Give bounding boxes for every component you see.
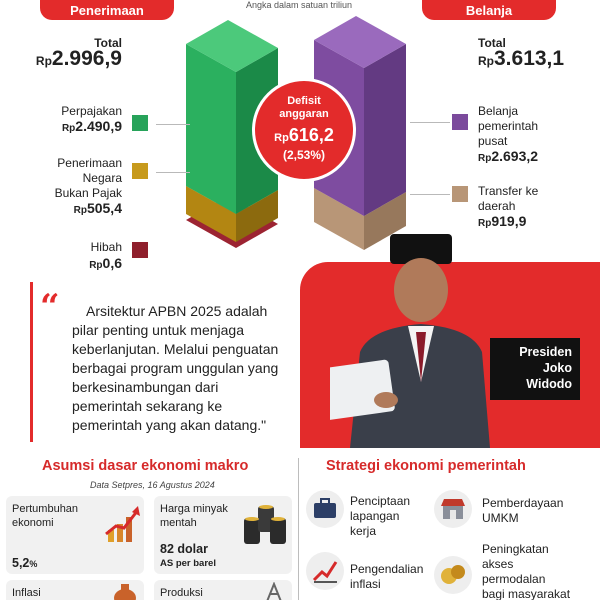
pnbp-value: Rp505,4 xyxy=(73,200,122,216)
perpajakan-value: Rp2.490,9 xyxy=(61,118,122,134)
perpajakan-text: Perpajakan xyxy=(61,104,122,118)
oil-rig-icon xyxy=(262,582,286,600)
oil-barrel-icon xyxy=(242,502,288,546)
belanja-pusat-value: Rp2.693,2 xyxy=(478,148,539,164)
oil-card xyxy=(154,496,292,574)
deficit-percent: (2,53%) xyxy=(282,148,326,162)
transfer-connector xyxy=(410,194,450,195)
asumsi-source: Data Setpres, 16 Agustus 2024 xyxy=(90,480,215,490)
perpajakan-connector xyxy=(156,124,190,125)
strategi-title: Strategi ekonomi pemerintah xyxy=(326,458,526,474)
pnbp-label: Penerimaan Negara Bukan Pajak Rp505,4 xyxy=(10,156,122,218)
oil-label: Harga minyak mentah xyxy=(160,503,228,529)
penerimaan-total xyxy=(10,36,122,69)
transfer-value: Rp919,9 xyxy=(478,213,527,229)
belanja-total xyxy=(478,36,598,69)
oil-value: 82 dolar xyxy=(160,542,208,556)
inflation-label: Inflasi xyxy=(12,587,41,599)
inflation-card xyxy=(6,580,144,600)
perpajakan-legend-cube xyxy=(132,115,148,131)
coins-icon xyxy=(434,556,472,594)
president-quote: Arsitektur APBN 2025 adalah pilar penting untuk menjaga keberlanjutan. Melalui penguatan berbagai program unggulan yang berkesinambungan dari pemerintah sekarang ke pemerintah yang akan datang." xyxy=(72,303,279,433)
growth-card xyxy=(6,496,144,574)
belanja-pusat-label: Belanja pemerintah pusat Rp2.693,2 xyxy=(478,104,598,166)
hibah-value-wrap xyxy=(10,256,122,273)
hibah-legend-cube xyxy=(132,242,148,258)
belanja-total-value: Rp3.613,1 xyxy=(478,47,565,70)
penerimaan-total-label: Total xyxy=(94,36,122,50)
strategy-capital: Peningkatan akses permodalan bagi masyarakat xyxy=(482,542,571,600)
belanja-pusat-legend-cube xyxy=(452,114,468,130)
shop-icon xyxy=(434,490,472,528)
hibah-text: Hibah xyxy=(90,240,122,254)
deficit-badge xyxy=(252,78,356,182)
growth-chart-icon xyxy=(104,504,142,544)
money-bag-icon xyxy=(112,582,138,600)
trend-chart-icon xyxy=(306,552,344,590)
growth-label: Pertumbuhan ekonomi xyxy=(12,503,79,529)
pnbp-connector xyxy=(156,172,190,173)
asumsi-title: Asumsi dasar ekonomi makro xyxy=(42,458,249,474)
transfer-label: Transfer ke daerah Rp919,9 xyxy=(478,184,598,231)
production-card xyxy=(154,580,292,600)
perpajakan-label xyxy=(10,104,122,136)
growth-value: 5,2% xyxy=(12,556,38,570)
production-label: Produksi xyxy=(160,587,203,599)
pnbp-legend-cube xyxy=(132,163,148,179)
strategy-jobs: Penciptaan lapangan kerja xyxy=(350,494,411,538)
belanja-total-label: Total xyxy=(478,36,506,50)
penerimaan-pill-label: Penerimaan xyxy=(70,2,144,18)
penerimaan-total-value: Rp2.996,9 xyxy=(35,47,122,70)
deficit-title: Defisit anggaran xyxy=(279,95,329,120)
strategy-umkm: Pemberdayaan UMKM xyxy=(482,496,564,525)
deficit-value: Rp616,2 xyxy=(274,125,334,145)
hibah-value: Rp0,6 xyxy=(89,255,122,271)
units-note: Angka dalam satuan triliun xyxy=(245,0,353,10)
president-portrait xyxy=(330,232,490,448)
transfer-legend-cube xyxy=(452,186,468,202)
section-divider xyxy=(298,458,299,600)
quote-mark-icon: “ xyxy=(40,287,60,327)
hibah-label xyxy=(10,240,122,255)
oil-unit: AS per barel xyxy=(160,558,216,569)
belanja-pusat-connector xyxy=(410,122,450,123)
president-name-tag: Presiden Joko Widodo xyxy=(490,338,580,400)
strategy-inflation: Pengendalian inflasi xyxy=(350,562,424,591)
belanja-pill-label: Belanja xyxy=(465,2,513,18)
briefcase-icon xyxy=(306,490,344,528)
